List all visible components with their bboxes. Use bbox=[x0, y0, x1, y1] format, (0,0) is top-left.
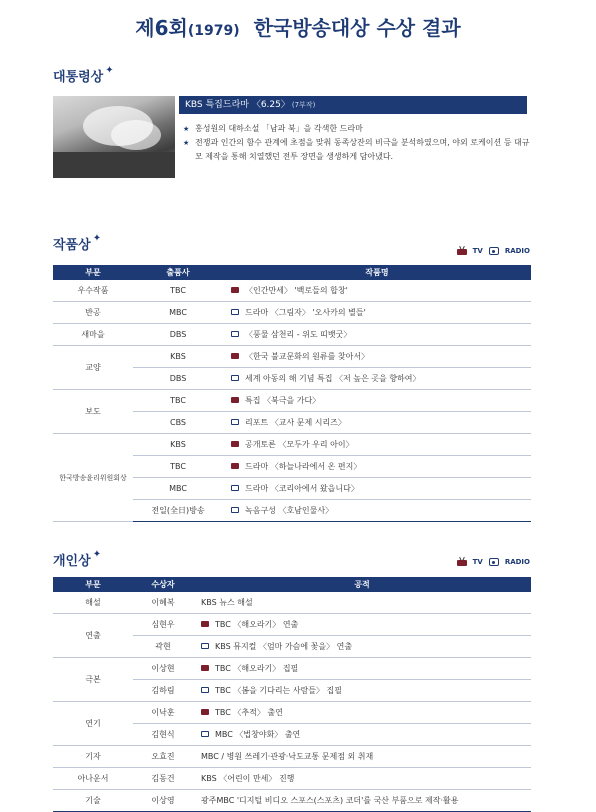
work-title-cell: 녹음구성 〈호남인물사〉 bbox=[245, 506, 334, 515]
table-row bbox=[53, 614, 531, 636]
personal-award-heading bbox=[53, 550, 101, 569]
grand-prize-bullet: ★ 전쟁과 인간의 함수 관계에 초점을 맞춰 동족상잔의 비극을 분석하였으며, 야외 로케이션 등 대규모 제작을 통해 치열했던 전투 장면을 생생하게 담아냈다. bbox=[183, 136, 533, 164]
work-title-cell: 〈풍물 삼천리 - 위도 띠뱃굿〉 bbox=[245, 330, 352, 339]
recipient-cell: 김현식 bbox=[133, 724, 193, 746]
radio-icon bbox=[201, 687, 209, 693]
work-title-cell: 드라마 〈그림자〉 '오사카의 별들' bbox=[245, 308, 366, 317]
column-header: 작품명 bbox=[223, 265, 531, 280]
tv-icon bbox=[201, 709, 209, 715]
recipient-cell: 김하림 bbox=[133, 680, 193, 702]
column-header: 공적 bbox=[193, 577, 531, 592]
sparkle-icon: ✦ bbox=[92, 549, 102, 560]
page-title bbox=[0, 12, 596, 41]
recipient-cell: 이혜복 bbox=[133, 592, 193, 614]
battle-scene-photo bbox=[53, 96, 175, 178]
table-row bbox=[53, 280, 531, 302]
legend-tv-label: TV bbox=[472, 557, 483, 566]
tv-icon bbox=[201, 621, 209, 627]
tv-icon bbox=[231, 441, 239, 447]
grand-prize-description bbox=[183, 122, 533, 164]
category-cell: 우수작품 bbox=[53, 280, 133, 302]
category-cell: 교양 bbox=[53, 346, 133, 390]
achievement-cell: KBS 뉴스 해설 bbox=[193, 592, 531, 614]
category-cell: 반공 bbox=[53, 302, 133, 324]
tv-icon bbox=[231, 353, 239, 359]
table-row bbox=[53, 390, 531, 412]
work-title-cell: 리포트 〈교사 문제 시리즈〉 bbox=[245, 418, 346, 427]
personal-award-heading-text: 개인상 bbox=[53, 554, 91, 569]
grand-prize-program-bar bbox=[179, 96, 527, 114]
achievement-cell: KBS 〈어린이 만세〉 진행 bbox=[193, 768, 531, 790]
category-cell: 연기 bbox=[53, 702, 133, 746]
radio-icon bbox=[231, 375, 239, 381]
sparkle-icon: ✦ bbox=[105, 65, 114, 76]
company-cell: TBC bbox=[133, 280, 223, 302]
tv-icon bbox=[201, 665, 209, 671]
radio-icon bbox=[201, 731, 209, 737]
company-cell: CBS bbox=[133, 412, 223, 434]
recipient-cell: 심현우 bbox=[133, 614, 193, 636]
legend-tv-label: TV bbox=[472, 246, 483, 255]
company-cell: TBC bbox=[133, 456, 223, 478]
achievement-cell: 광주MBC '디지털 비디오 스포스(스포츠) 코더'를 국산 부품으로 제작·활용 bbox=[193, 790, 531, 812]
column-header: 수상자 bbox=[133, 577, 193, 592]
table-row bbox=[53, 768, 531, 790]
work-award-heading-text: 작품상 bbox=[53, 238, 91, 253]
radio-icon bbox=[489, 247, 499, 255]
work-title-cell: 드라마 〈코리아에서 왔읍니다〉 bbox=[245, 484, 359, 493]
title-year: (1979) bbox=[187, 23, 240, 39]
media-legend bbox=[457, 557, 530, 566]
company-cell: KBS bbox=[133, 434, 223, 456]
recipient-cell: 김동건 bbox=[133, 768, 193, 790]
company-cell: MBC bbox=[133, 478, 223, 500]
grand-prize-program: KBS 특집드라마 〈6.25〉 bbox=[185, 100, 290, 110]
grand-prize-bullet: ★ 홍성원의 대하소설 「남과 북」을 각색한 드라마 bbox=[183, 122, 533, 136]
legend-radio-label: RADIO bbox=[504, 557, 530, 566]
table-row bbox=[53, 702, 531, 724]
recipient-cell: 이낙훈 bbox=[133, 702, 193, 724]
company-cell: TBC bbox=[133, 390, 223, 412]
category-cell: 기자 bbox=[53, 746, 133, 768]
table-row bbox=[53, 302, 531, 324]
personal-award-table bbox=[53, 577, 531, 812]
work-title-cell: 〈한국 불교문화의 원류를 찾아서〉 bbox=[245, 352, 370, 361]
achievement-cell: TBC 〈해오라기〉 집필 bbox=[215, 664, 299, 673]
work-title-cell: 특집 〈북극을 가다〉 bbox=[245, 396, 321, 405]
radio-icon bbox=[231, 507, 239, 513]
table-row bbox=[53, 346, 531, 368]
work-title-cell: 〈인간만세〉 '백로들의 합창' bbox=[245, 286, 348, 295]
category-cell: 연출 bbox=[53, 614, 133, 658]
achievement-cell: TBC 〈추적〉 출연 bbox=[215, 708, 283, 717]
radio-icon bbox=[231, 485, 239, 491]
achievement-cell: TBC 〈해오라기〉 연출 bbox=[215, 620, 299, 629]
achievement-cell: TBC 〈봄을 기다리는 사람들〉 집필 bbox=[215, 686, 342, 695]
legend-radio-label: RADIO bbox=[504, 246, 530, 255]
category-cell: 보도 bbox=[53, 390, 133, 434]
recipient-cell: 이상현 bbox=[133, 658, 193, 680]
work-title-cell: 드라마 〈하늘나라에서 온 편지〉 bbox=[245, 462, 362, 471]
category-cell: 기술 bbox=[53, 790, 133, 812]
tv-icon bbox=[231, 397, 239, 403]
recipient-cell: 이상영 bbox=[133, 790, 193, 812]
table-row bbox=[53, 434, 531, 456]
work-title-cell: 세계 아동의 해 기념 특집 〈저 높은 곳을 향하여〉 bbox=[245, 374, 421, 383]
column-header: 부문 bbox=[53, 577, 133, 592]
grand-prize-heading-text: 대통령상 bbox=[53, 70, 104, 85]
table-row bbox=[53, 592, 531, 614]
company-cell: KBS bbox=[133, 346, 223, 368]
tv-icon bbox=[457, 557, 467, 566]
recipient-cell: 곽현 bbox=[133, 636, 193, 658]
category-cell: 새마을 bbox=[53, 324, 133, 346]
tv-icon bbox=[457, 246, 467, 255]
media-legend bbox=[457, 246, 530, 255]
work-title-cell: 공개토론 〈모두가 우리 아이〉 bbox=[245, 440, 354, 449]
radio-icon bbox=[231, 331, 239, 337]
table-row bbox=[53, 324, 531, 346]
work-award-heading bbox=[53, 234, 101, 253]
table-row bbox=[53, 658, 531, 680]
column-header: 출품사 bbox=[133, 265, 223, 280]
category-cell: 아나운서 bbox=[53, 768, 133, 790]
achievement-cell: KBS 뮤지컬 〈엄마 가슴에 꽃을〉 연출 bbox=[215, 642, 353, 651]
grand-prize-program-note: (7부작) bbox=[291, 101, 316, 109]
work-award-table bbox=[53, 265, 531, 522]
table-row bbox=[53, 746, 531, 768]
radio-icon bbox=[231, 419, 239, 425]
radio-icon bbox=[231, 309, 239, 315]
tv-icon bbox=[231, 287, 239, 293]
title-sub: 한국방송대상 수상 결과 bbox=[253, 16, 461, 40]
grand-prize-heading bbox=[53, 66, 114, 85]
category-cell: 해설 bbox=[53, 592, 133, 614]
recipient-cell: 오효진 bbox=[133, 746, 193, 768]
company-cell: DBS bbox=[133, 324, 223, 346]
category-cell: 극본 bbox=[53, 658, 133, 702]
sparkle-icon: ✦ bbox=[92, 233, 102, 244]
company-cell: MBC bbox=[133, 302, 223, 324]
company-cell: DBS bbox=[133, 368, 223, 390]
radio-icon bbox=[201, 643, 209, 649]
tv-icon bbox=[231, 463, 239, 469]
achievement-cell: MBC 〈법창야화〉 출연 bbox=[215, 730, 301, 739]
category-cell: 한국방송윤리위원회상 bbox=[53, 434, 133, 522]
title-main: 제6회 bbox=[135, 16, 188, 40]
company-cell: 전일(全日)방송 bbox=[133, 500, 223, 522]
radio-icon bbox=[489, 558, 499, 566]
column-header: 부문 bbox=[53, 265, 133, 280]
achievement-cell: MBC / 병원 쓰레기·관광·낙도교통 문제점 외 취재 bbox=[193, 746, 531, 768]
